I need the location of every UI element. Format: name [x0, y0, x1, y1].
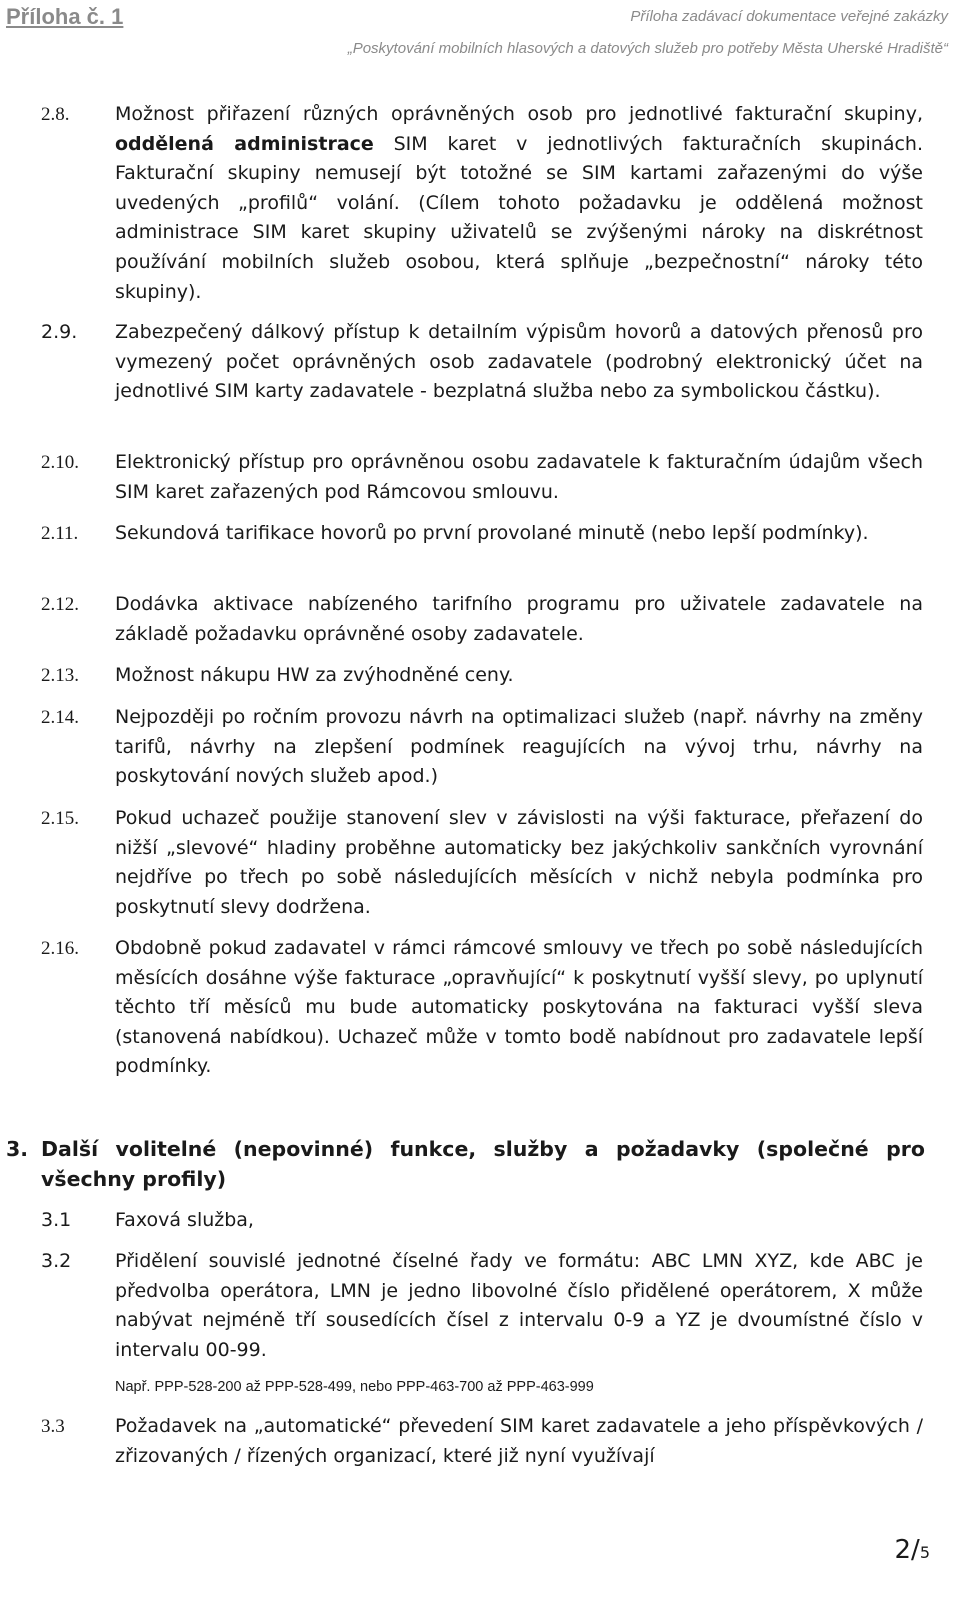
example-note: Např. PPP-528-200 až PPP-528-499, nebo PPP-463-700 až PPP-463-999 [115, 1379, 594, 1395]
section-heading: Další volitelné (nepovinné) funkce, služby a požadavky (společné pro všechny profily) [41, 1137, 925, 1191]
item-number: 2.16. [41, 938, 79, 959]
item-text: Sekundová tarifikace hovorů po první provolané minutě (nebo lepší podmínky). [115, 522, 869, 544]
item-number: 2.10. [41, 452, 79, 473]
item-number: 2.11. [41, 523, 79, 544]
item-text-emphasis: oddělená administrace [115, 132, 374, 155]
item-number: 2.15. [41, 808, 79, 829]
item-number: 2.12. [41, 594, 79, 615]
item-text: Faxová služba, [115, 1209, 254, 1231]
item-number: 2.9. [41, 321, 78, 343]
header-annex-label: Příloha č. 1 [6, 4, 124, 29]
item-text: Přidělení souvislé jednotné číselné řady ve formátu: ABC LMN XYZ, kde ABC je předvolba operátora, LMN je jedno libovolné číslo přidělené operátorem, X může nabývat nejméně tří sousedících čísel z intervalu 0-9 a YZ je dvoumístné číslo v intervalu 00-99. [115, 1250, 923, 1361]
item-number: 3.2 [41, 1250, 72, 1272]
page-current: 2 [894, 1535, 912, 1565]
item-text: Nejpozději po ročním provozu návrh na optimalizaci služeb (např. návrhy na změny tarifů, návrhy na zlepšení podmínek reagujících na vývoj trhu, návrhy na poskytování nových služeb apod.) [115, 706, 923, 788]
item-number: 3.1 [41, 1209, 72, 1231]
item-text: Zabezpečený dálkový přístup k detailním výpisům hovorů a datových přenosů pro vymezený počet oprávněných osob zadavatele (podrobný elektronický účet na jednotlivé SIM karty zadavatele - bezplatná služba nebo za symbolickou částku). [115, 321, 923, 403]
item-number: 2.8. [41, 104, 70, 125]
header-doc-title: Příloha zadávací dokumentace veřejné zakázky [630, 8, 948, 25]
item-text: Dodávka aktivace nabízeného tarifního programu pro uživatele zadavatele na základě požadavku oprávněné osoby zadavatele. [115, 593, 923, 645]
section-number: 3. [6, 1137, 29, 1161]
item-text: Požadavek na „automatické“ převedení SIM karet zadavatele a jeho příspěvkových / zřizovaných / řízených organizací, které již nyní využívají [115, 1415, 923, 1467]
item-text: Pokud uchazeč použije stanovení slev v závislosti na výši fakturace, přeřazení do nižší „slevové“ hladiny proběhne automaticky bez jakýchkoliv sankčních vyrovnání nejdříve po třech po sobě následujících měsících v nichž nebyla podmínka pro poskytnutí slevy dodržena. [115, 807, 923, 918]
page-separator: / [911, 1535, 920, 1565]
item-text: Možnost nákupu HW za zvýhodněné ceny. [115, 664, 514, 686]
item-number: 2.14. [41, 707, 79, 728]
header-contract-name: „Poskytování mobilních hlasových a datových služeb pro potřeby Města Uherské Hradiště“ [347, 40, 948, 57]
page-total: 5 [919, 1543, 930, 1562]
item-number: 3.3 [41, 1416, 65, 1437]
item-text: Možnost přiřazení různých oprávněných osob pro jednotlivé fakturační skupiny, oddělená administrace SIM karet v jednotlivých fakturačních skupinách. Fakturační skupiny nemusejí být totožné se SIM kartami zařazenými do výše uvedených „profilů“ volání. (Cílem tohoto požadavku je oddělená možnost administrace SIM karet skupiny uživatelů se zvýšenými nároky na diskrétnost používání mobilních služeb osobou, která splňuje „bezpečnostní“ nároky této skupiny). [115, 103, 923, 303]
item-text: Obdobně pokud zadavatel v rámci rámcové smlouvy ve třech po sobě následujících měsících dosáhne výše fakturace „opravňující“ k poskytnutí vyšší slevy, po uplynutí těchto tří měsíců mu bude automaticky poskytována na fakturaci vyšší sleva (stanovená nabídkou). Uchazeč může v tomto bodě nabídnout pro zadavatele lepší podmínky. [115, 937, 923, 1078]
page-number [895, 1535, 931, 1565]
item-text: Elektronický přístup pro oprávněnou osobu zadavatele k fakturačním údajům všech SIM karet zařazených pod Rámcovou smlouvu. [115, 451, 923, 503]
item-number: 2.13. [41, 665, 79, 686]
